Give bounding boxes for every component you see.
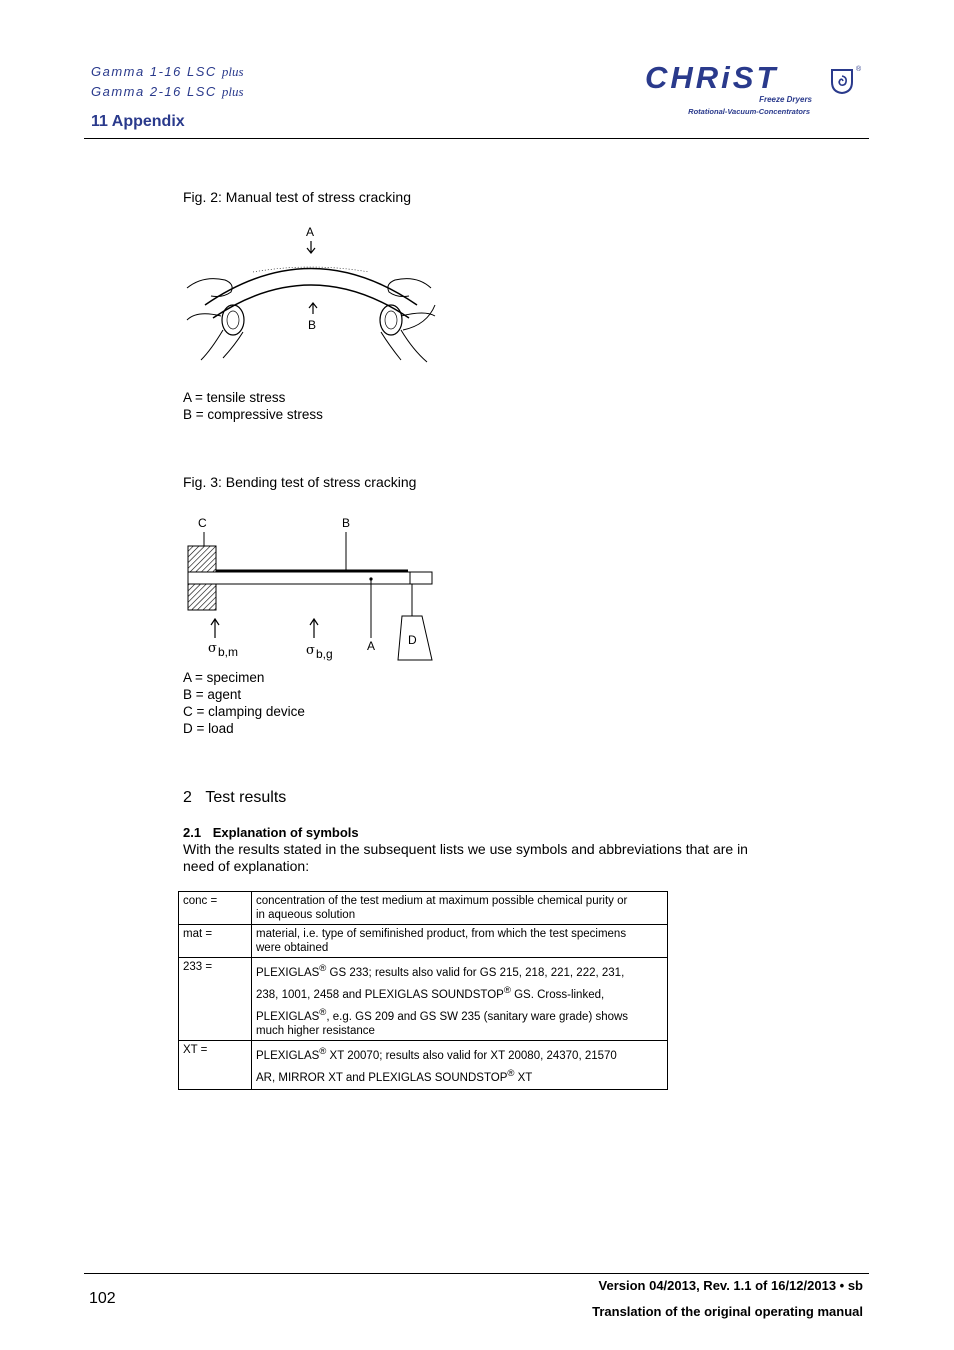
intro-paragraph <box>183 841 748 875</box>
desc-line: concentration of the test medium at maximum possible chemical purity or <box>256 895 628 907</box>
footer-translation: Translation of the original operating manual <box>592 1304 863 1319</box>
spiral-shield-icon <box>830 68 854 94</box>
desc-frag: XT <box>514 1072 533 1085</box>
reg-mark: ® <box>507 1068 515 1080</box>
symbol-key: mat = <box>179 925 252 958</box>
brand-name: CHRiST <box>645 60 779 95</box>
section-title: 11 Appendix <box>91 113 185 130</box>
desc-frag: AR, MIRROR XT and PLEXIGLAS SOUNDSTOP <box>256 1072 508 1085</box>
desc-line <box>256 960 663 982</box>
fig3-legend-d: D = load <box>183 721 234 736</box>
model-line-1 <box>91 64 244 80</box>
desc-line <box>256 1065 663 1087</box>
desc-frag: , e.g. GS 209 and GS SW 235 (sanitary ware grade) shows <box>326 1010 629 1023</box>
fig3-caption: Fig. 3: Bending test of stress cracking <box>183 474 417 490</box>
desc-frag: PLEXIGLAS <box>256 1010 320 1023</box>
desc-line <box>256 1004 663 1026</box>
desc-line: in aqueous solution <box>256 909 356 921</box>
fig2-legend-b: B = compressive stress <box>183 407 323 422</box>
fig3-legend <box>183 669 305 737</box>
symbol-key: 233 = <box>179 958 252 1041</box>
brand-sub-2: Rotational-Vacuum-Concentrators <box>688 107 810 116</box>
symbol-desc <box>252 1041 668 1090</box>
symbols-table <box>178 891 668 1090</box>
symbol-desc <box>252 958 668 1041</box>
desc-frag: 238, 1001, 2458 and PLEXIGLAS SOUNDSTOP <box>256 988 504 1001</box>
heading-text: Test results <box>205 789 287 806</box>
fig2-label-a: A <box>306 225 315 239</box>
fig3-label-a: A <box>367 639 376 653</box>
fig2-caption: Fig. 2: Manual test of stress cracking <box>183 189 411 205</box>
subheading-number: 2.1 <box>183 825 202 840</box>
footer-rule <box>84 1273 869 1274</box>
footer-version: Version 04/2013, Rev. 1.1 of 16/12/2013 • sb <box>598 1278 863 1293</box>
desc-frag: much higher resistance <box>256 1025 375 1038</box>
symbol-desc <box>252 892 668 925</box>
page-number: 102 <box>89 1290 116 1307</box>
fig3-label-b: B <box>342 516 351 530</box>
desc-line <box>256 1043 663 1065</box>
desc-frag: XT 20070; results also valid for XT 20080, 24370, 21570 <box>326 1050 617 1063</box>
fig3-sigma-bg: σ <box>306 643 315 658</box>
subheading-text: Explanation of symbols <box>212 825 359 840</box>
table-row <box>179 1041 668 1090</box>
reg-mark: ® <box>319 963 327 974</box>
fig3-label-c: C <box>198 516 207 530</box>
fig3-bending-test-diagram <box>180 508 445 668</box>
model-line-1-text: Gamma 1-16 LSC <box>91 64 217 79</box>
brand-sub-1: Freeze Dryers <box>759 95 812 104</box>
fig3-sub-bg: b,g <box>316 647 333 661</box>
fig3-sigma-bm: σ <box>208 641 217 656</box>
desc-frag: PLEXIGLAS <box>256 966 320 979</box>
fig3-legend-a: A = specimen <box>183 670 265 685</box>
intro-line-2: need of explanation: <box>183 858 310 874</box>
reg-mark: ® <box>503 984 511 996</box>
plus-suffix: plus <box>221 84 244 99</box>
desc-line: were obtained <box>256 942 329 954</box>
fig2-label-b: B <box>308 318 317 332</box>
model-line-2-text: Gamma 2-16 LSC <box>91 84 217 99</box>
fig2-legend <box>183 389 323 423</box>
desc-frag: PLEXIGLAS <box>256 1050 320 1063</box>
subheading-symbols <box>183 825 359 840</box>
desc-frag: GS 233; results also valid for GS 215, 218, 221, 222, 231, <box>326 966 625 979</box>
header-rule <box>84 138 869 139</box>
fig3-label-d: D <box>408 633 417 647</box>
table-row <box>179 925 668 958</box>
fig2-legend-a: A = tensile stress <box>183 390 286 405</box>
desc-line <box>256 982 663 1004</box>
table-row <box>179 892 668 925</box>
fig2-bending-diagram <box>183 220 443 390</box>
registered-mark: ® <box>856 66 862 73</box>
symbol-key: conc = <box>179 892 252 925</box>
fig3-legend-b: B = agent <box>183 687 242 702</box>
desc-line <box>256 1025 663 1038</box>
reg-mark: ® <box>319 1046 327 1058</box>
fig3-sub-bm: b,m <box>218 645 239 659</box>
desc-line: material, i.e. type of semifinished product, from which the test specimens <box>256 928 627 940</box>
desc-frag: GS. Cross-linked, <box>510 988 605 1001</box>
table-row <box>179 958 668 1041</box>
brand-logo <box>645 60 865 118</box>
model-line-2 <box>91 84 244 100</box>
heading-test-results <box>183 789 286 807</box>
symbol-key: XT = <box>179 1041 252 1090</box>
intro-line-1: With the results stated in the subsequent lists we use symbols and abbreviations that are in <box>183 841 748 857</box>
symbol-desc <box>252 925 668 958</box>
fig3-legend-c: C = clamping device <box>183 704 305 719</box>
plus-suffix: plus <box>221 64 244 79</box>
reg-mark: ® <box>319 1006 327 1018</box>
heading-number: 2 <box>183 789 192 806</box>
